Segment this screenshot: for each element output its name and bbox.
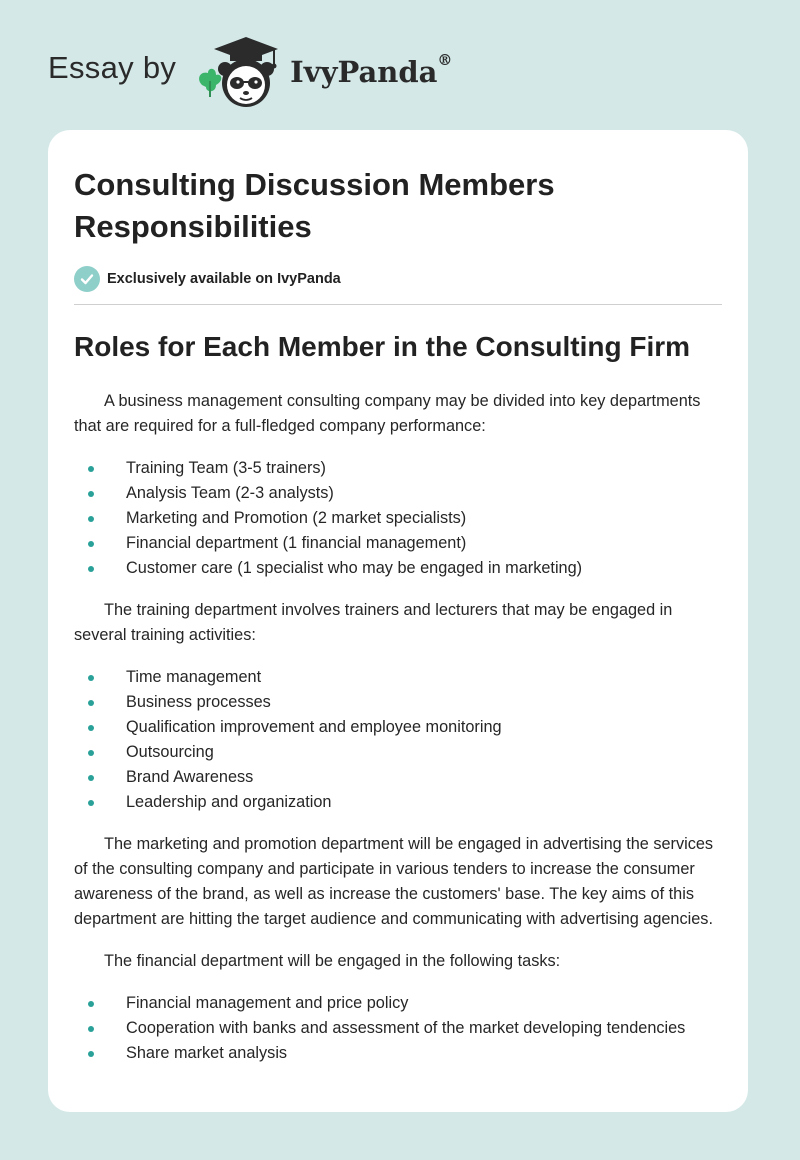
- bullet-dot-icon: [88, 541, 94, 547]
- list-item: Outsourcing: [74, 740, 722, 765]
- departments-list: [74, 456, 722, 581]
- bullet-dot-icon: [88, 491, 94, 497]
- bullet-dot-icon: [88, 725, 94, 731]
- bullet-dot-icon: [88, 1026, 94, 1032]
- paragraph-4: The financial department will be engaged in the following tasks:: [104, 952, 561, 970]
- training-activities-list: [74, 665, 722, 815]
- list-item: Training Team (3-5 trainers): [74, 456, 722, 481]
- bullet-dot-icon: [88, 516, 94, 522]
- article-content: [74, 130, 722, 1066]
- bullet-dot-icon: [88, 750, 94, 756]
- list-item: Financial management and price policy: [74, 991, 722, 1016]
- bullet-dot-icon: [88, 675, 94, 681]
- divider: [74, 304, 722, 305]
- exclusive-badge-label: Exclusively available on IvyPanda: [107, 271, 341, 287]
- list-item: Marketing and Promotion (2 market specialists): [74, 506, 722, 531]
- list-item: Time management: [74, 665, 722, 690]
- list-item: Financial department (1 financial management): [74, 531, 722, 556]
- bullet-dot-icon: [88, 775, 94, 781]
- list-item: Brand Awareness: [74, 765, 722, 790]
- section-heading: Roles for Each Member in the Consulting Firm: [74, 331, 691, 362]
- list-item: Business processes: [74, 690, 722, 715]
- check-icon: [74, 266, 100, 292]
- paragraph-1: A business management consulting company may be divided into key departments that are required for a full-fledged company performance:: [74, 392, 701, 435]
- article-card: [48, 130, 748, 1112]
- list-item: Cooperation with banks and assessment of the market developing tendencies: [74, 1016, 722, 1041]
- list-item: Share market analysis: [74, 1041, 722, 1066]
- bullet-dot-icon: [88, 1001, 94, 1007]
- list-item: Qualification improvement and employee monitoring: [74, 715, 722, 740]
- panda-logo-icon: [194, 35, 286, 111]
- bullet-dot-icon: [88, 1051, 94, 1057]
- list-item: Customer care (1 specialist who may be engaged in marketing): [74, 556, 722, 581]
- exclusive-badge: [74, 266, 722, 292]
- site-header: [48, 32, 548, 112]
- article-title: Consulting Discussion Members Responsibilities: [74, 167, 555, 244]
- financial-tasks-list: [74, 991, 722, 1066]
- registered-mark: ®: [437, 51, 453, 69]
- paragraph-2: The training department involves trainers and lecturers that may be engaged in several training activities:: [74, 601, 673, 644]
- brand-name: IvyPanda®: [290, 51, 453, 89]
- list-item: Analysis Team (2-3 analysts): [74, 481, 722, 506]
- paragraph-3: The marketing and promotion department will be engaged in advertising the services of the consulting company and participate in various tenders to increase the consumer awareness of the brand, as well as increase the customers' base. The key aims of this department are hitting the target audience and communicating with advertising agencies.: [74, 835, 714, 928]
- list-item: Leadership and organization: [74, 790, 722, 815]
- essay-by-label: Essay by: [48, 50, 177, 85]
- bullet-dot-icon: [88, 700, 94, 706]
- bullet-dot-icon: [88, 800, 94, 806]
- bullet-dot-icon: [88, 566, 94, 572]
- bullet-dot-icon: [88, 466, 94, 472]
